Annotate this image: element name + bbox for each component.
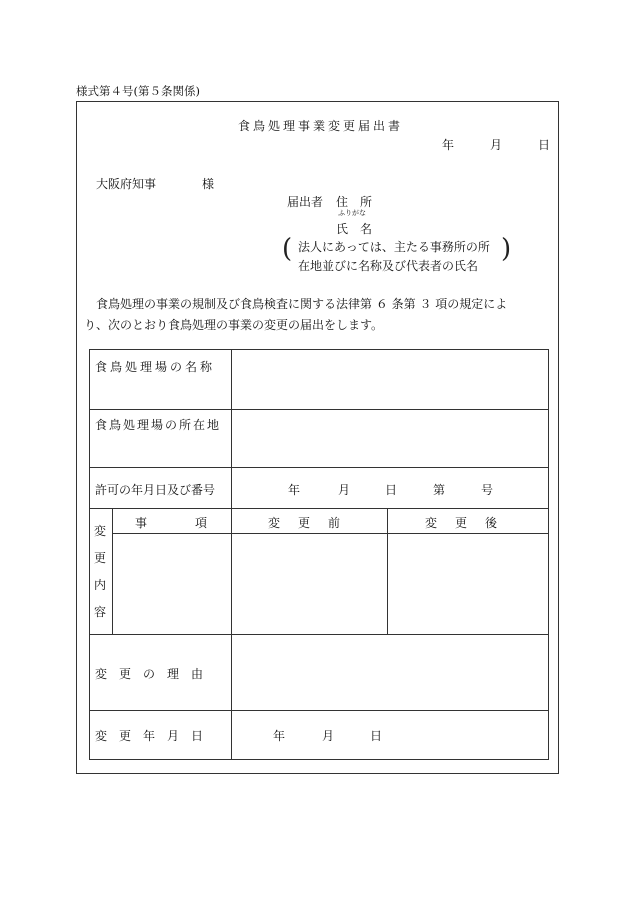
body-text-line1: 食鳥処理の事業の規制及び食鳥検査に関する法律第 ６ 条第 ３ 項の規定によ [96,297,508,311]
addressee-name: 大阪府知事 [96,177,157,191]
date-year: 年 [442,138,455,152]
body-text-line2: り、次のとおり食鳥処理の事業の変更の届出をします。 [84,318,384,332]
notifier-note-line2: 在地並びに名称及び代表者の氏名 [298,259,479,273]
permit-day: 日 [385,483,398,497]
address-label: 住 所 [336,195,373,209]
date-day: 日 [538,138,551,152]
reason-label: 変 更 の 理 由 [95,667,204,681]
permit-dai: 第 [433,483,446,497]
change-date-label: 変 更 年 月 日 [95,729,204,743]
change-date-month: 月 [322,729,335,743]
facility-location-label: 食鳥処理場の所在地 [95,418,222,432]
addressee-honorific: 様 [202,177,215,191]
change-date-year: 年 [273,729,286,743]
permit-year: 年 [288,483,301,497]
form-title: 食鳥処理事業変更届出書 [238,119,404,133]
permit-month: 月 [338,483,351,497]
item-header: 事 項 [135,516,208,530]
change-content-char-2: 更 [94,551,107,565]
form-label: 様式第４号(第５条関係) [76,84,200,98]
date-month: 月 [490,138,503,152]
facility-name-label: 食鳥処理場の名称 [95,360,216,374]
after-header: 変 更 後 [425,516,501,530]
change-content-char-3: 内 [94,578,107,592]
notifier-note-line1: 法人にあっては、主たる事務所の所 [298,240,490,254]
change-content-char-1: 変 [94,524,107,538]
furigana-label: ふりがな [338,209,366,217]
change-content-char-4: 容 [94,605,107,619]
permit-label: 許可の年月日及び番号 [95,483,216,497]
note-open-paren: ( [282,234,293,264]
name-label: 氏 名 [336,222,373,236]
notifier-label: 届出者 [287,195,324,209]
change-date-day: 日 [370,729,383,743]
before-header: 変 更 前 [268,516,344,530]
permit-gou: 号 [481,483,494,497]
note-close-paren: ) [501,234,512,264]
